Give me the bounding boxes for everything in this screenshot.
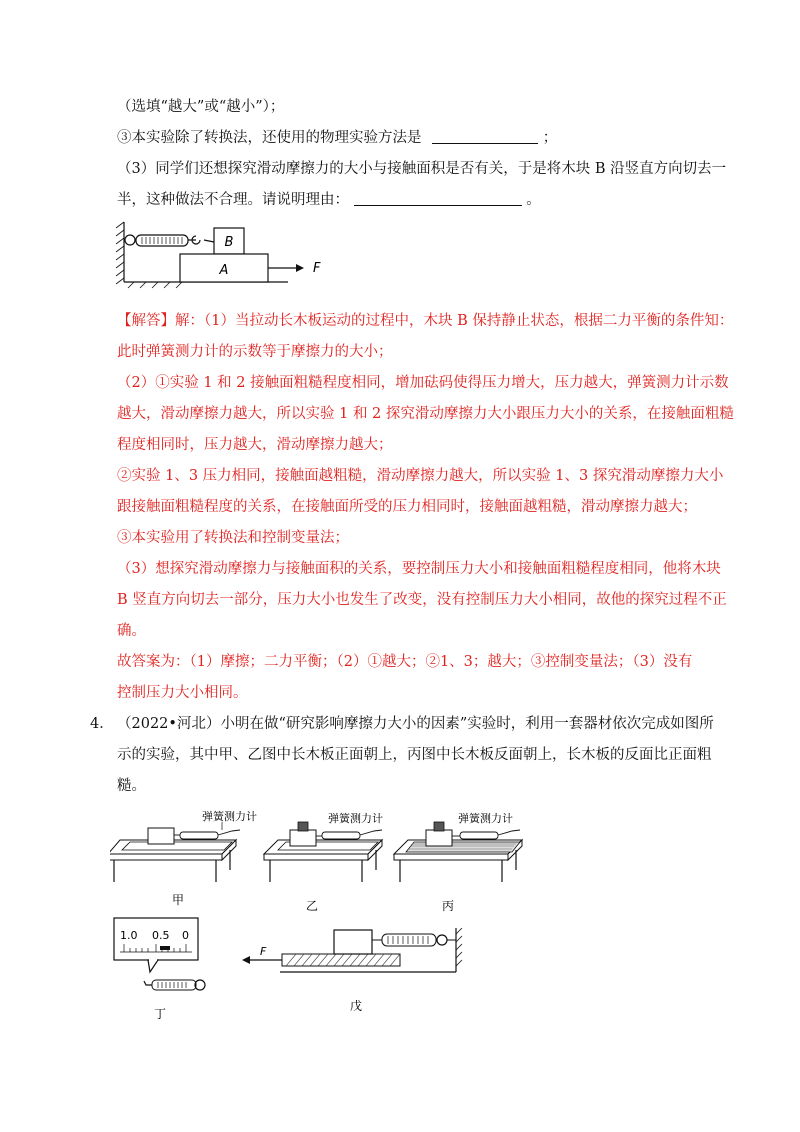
reason-answer-blank[interactable]: [354, 191, 522, 206]
scale-tick-1: 1.0: [120, 929, 138, 942]
answer-line-8: ③本实验用了转换法和控制变量法；: [117, 530, 349, 546]
scale-tick-3: 0: [182, 929, 189, 942]
setup-ding: [114, 918, 205, 1021]
method-question-text: ③本实验除了转换法，还使用的物理实验方法是: [117, 130, 422, 146]
answer-tag: 【解答】: [117, 313, 175, 329]
method-question-end: ；: [542, 130, 558, 146]
scale-tick-2: 0.5: [152, 929, 170, 942]
question-4-line-3: 糙。: [117, 778, 146, 794]
answer-line-12: 故答案为：（1）摩擦；二力平衡；（2）①越大；②1、3；越大；③控制变量法；（3）没有: [117, 654, 693, 670]
area-question-line-1: （3）同学们还想探究滑动摩擦力的大小与接触面积是否有关，于是将木块 B 沿竖直方向切去一: [117, 161, 727, 177]
caption-wu: 戊: [350, 999, 363, 1013]
force-label: F: [313, 261, 321, 276]
meter-label-yi: 弹簧测力计: [328, 812, 383, 825]
question-4-line-2: 示的实验，其中甲、乙图中长木板正面朝上，丙图中长木板反面朝上，长木板的反面比正面粗: [117, 747, 712, 763]
answer-line-6: ②实验 1、3 压力相同，接触面越粗糙，滑动摩擦力越大，所以实验 1、3 探究滑动摩擦力大小: [117, 468, 724, 484]
caption-bing: 丙: [442, 899, 455, 913]
setup-wu: [242, 928, 462, 1013]
answer-line-2: 此时弹簧测力计的示数等于摩擦力的大小；: [117, 344, 393, 360]
caption-ding: 丁: [154, 1007, 167, 1021]
force-label-wu: F: [260, 945, 267, 958]
area-question-line-2: [117, 190, 541, 210]
question-4-line-1: （2022•河北）小明在做“研究影响摩擦力大小的因素”实验时，利用一套器材依次完成如图所: [117, 716, 714, 732]
caption-jia: 甲: [172, 893, 185, 907]
question-4-number: 4．: [90, 716, 114, 732]
area-question-text: 半，这种做法不合理。请说明理由：: [117, 192, 349, 208]
method-answer-blank[interactable]: [432, 129, 538, 144]
experiment-figures: [110, 800, 550, 1025]
answer-line-5: 程度相同时，压力越大，滑动摩擦力越大；: [117, 437, 393, 453]
fill-hint-line: （选填“越大”或“越小”）；: [117, 99, 285, 115]
setup-yi: [264, 811, 383, 913]
block-b-label: B: [224, 235, 234, 250]
friction-apparatus-figure: [110, 218, 340, 290]
area-question-end: 。: [526, 192, 541, 208]
meter-label-jia: 弹簧测力计: [202, 810, 257, 823]
answer-line-4: 越大，滑动摩擦力越大，所以实验 1 和 2 探究滑动摩擦力大小跟压力大小的关系，在接触面粗糙: [117, 406, 734, 422]
method-question-line: [117, 128, 557, 148]
caption-yi: 乙: [306, 899, 319, 913]
board-a-label: A: [219, 263, 229, 278]
answer-line-7: 跟接触面粗糙程度的关系，在接触面所受的压力相同时，接触面越粗糙，滑动摩擦力越大；: [117, 499, 697, 515]
answer-line-13: 控制压力大小相同。: [117, 685, 248, 701]
answer-line-11: 确。: [117, 623, 146, 639]
answer-line-3: （2）①实验 1 和 2 接触面粗糙程度相同，增加砝码使得压力增大，压力越大，弹簧测力计示数: [117, 375, 729, 391]
setup-jia: [110, 809, 257, 907]
setup-bing: [394, 811, 522, 913]
meter-label-bing: 弹簧测力计: [458, 812, 513, 825]
answer-line-10: B 竖直方向切去一部分，压力大小也发生了改变，没有控制压力大小相同，故他的探究过程不正: [117, 592, 727, 608]
answer-text: 解：（1）当拉动长木板运动的过程中，木块 B 保持静止状态，根据二力平衡的条件知：: [175, 313, 734, 329]
answer-line-1: [117, 311, 733, 331]
answer-line-9: （3）想探究滑动摩擦力与接触面积的关系，要控制压力大小和接触面粗糙程度相同，他将木块: [117, 561, 721, 577]
